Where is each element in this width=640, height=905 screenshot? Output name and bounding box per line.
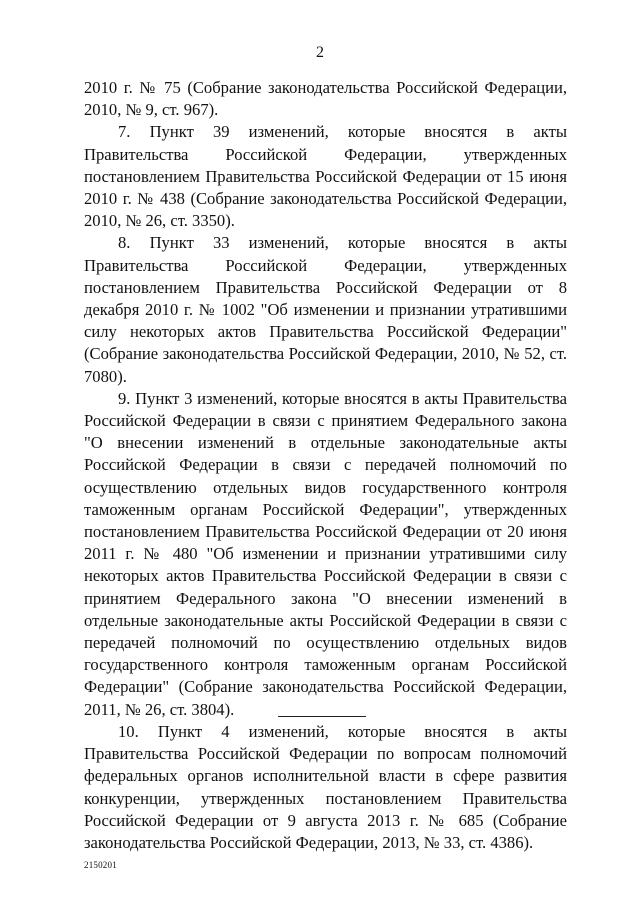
paragraph-item-8: 8. Пункт 33 изменений, которые вносятся в акты Правительства Российской Федерации, утвержденных постановлением Правительства Российской Федерации от 8 декабря 2010 г. № 1002 "Об изменении и признании утратившими силу некоторых актов Правительства Российской Федерации" (Собрание законодательства Российской Федерации, 2010, № 52, ст. 7080). xyxy=(84,233,567,386)
paragraph-continuation: 2010 г. № 75 (Собрание законодательства Российской Федерации, 2010, № 9, ст. 967). xyxy=(84,78,567,120)
paragraph-item-10: 10. Пункт 4 изменений, которые вносятся в акты Правительства Российской Федерации по вопросам полномочий федеральных органов исполнительной власти в сфере развития конкуренции, утвержденных постановлением Правительства Российской Федерации от 9 августа 2013 г. № 685 (Собрание законодательства Российской Федерации, 2013, № 33, ст. 4386). xyxy=(84,721,567,852)
page-number: 2 xyxy=(316,44,324,61)
paragraph-item-7: 7. Пункт 39 изменений, которые вносятся в акты Правительства Российской Федерации, утвержденных постановлением Правительства Российской Федерации от 15 июня 2010 г. № 438 (Собрание законодательства Российской Федерации, 2010, № 26, ст. 3350). xyxy=(84,122,567,231)
end-separator-line xyxy=(278,716,366,717)
footer-document-code: 2150201 xyxy=(84,860,117,870)
document-body xyxy=(84,77,567,854)
paragraph-item-9: 9. Пункт 3 изменений, которые вносятся в акты Правительства Российской Федерации в связи с принятием Федерального закона "О внесении изменений в отдельные законодательные акты Российской Федерации в связи с передачей полномочий по осуществлению отдельных видов государственного контроля таможенным органам Российской Федерации", утвержденных постановлением Правительства Российской Федерации от 20 июня 2011 г. № 480 "Об изменении и признании утратившими силу некоторых актов Правительства Российской Федерации в связи с принятием Федерального закона "О внесении изменений в отдельные законодательные акты Российской Федерации в связи с передачей полномочий по осуществлению отдельных видов государственного контроля таможенным органам Российской Федерации" (Собрание законодательства Российской Федерации, 2011, № 26, ст. 3804). xyxy=(84,388,567,719)
